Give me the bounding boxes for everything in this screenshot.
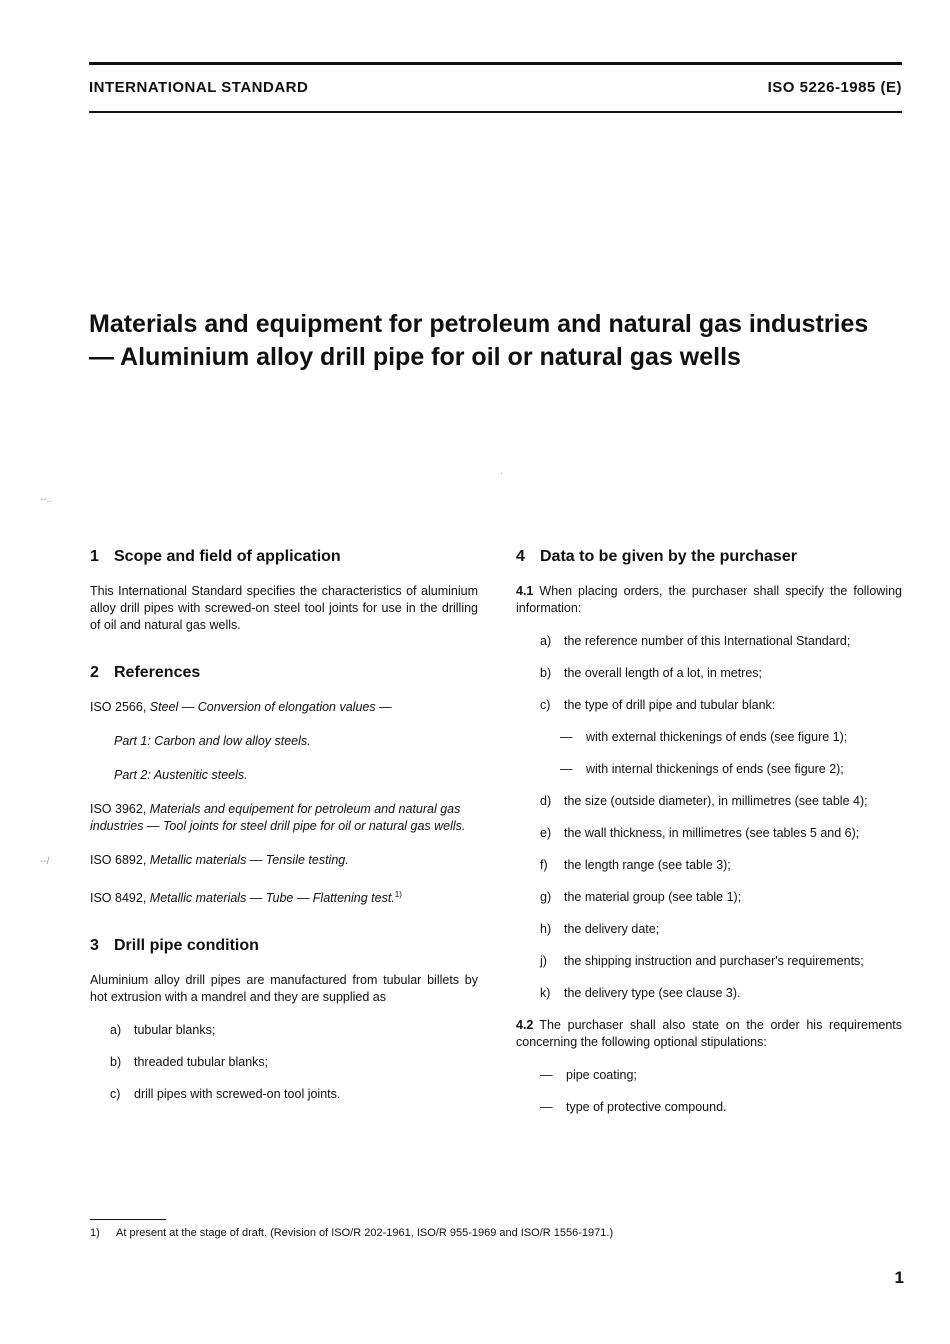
section-heading: 4 Data to be given by the purchaser <box>516 548 797 565</box>
paragraph: 4.2 The purchaser shall also state on the order his requirements concerning the following optional stipulations: <box>516 1018 902 1049</box>
dash-list <box>516 1067 902 1116</box>
list-item: e) the wall thickness, in millimetres (see tables 5 and 6); <box>540 826 860 840</box>
list-item: b) threaded tubular blanks; <box>110 1055 269 1070</box>
list <box>516 793 902 1002</box>
right-column <box>516 548 902 1131</box>
scan-mark: ‐‐.. <box>40 494 53 505</box>
paragraph: Aluminium alloy drill pipes are manufactured from tubular billets by hot extrusion with a mandrel and they are supplied as <box>90 973 478 1005</box>
footnote-ref[interactable]: 1) <box>394 890 402 899</box>
list-item: — with internal thickenings of ends (see figure 2); <box>560 762 844 776</box>
section-heading: 1 Scope and field of application <box>90 548 341 565</box>
list-item: — with external thickenings of ends (see figure 1); <box>560 730 848 744</box>
page-number: 1 <box>894 1268 904 1287</box>
document-title: Materials and equipment for petroleum and natural gas industries — Aluminium alloy drill pipe for oil or natural gas wells <box>89 310 869 371</box>
scan-mark: . <box>500 466 503 477</box>
list-item: k) the delivery type (see clause 3). <box>540 986 741 1000</box>
list-item: d) the size (outside diameter), in millimetres (see table 4); <box>540 794 868 808</box>
list <box>90 1022 478 1103</box>
list-item: j) the shipping instruction and purchaser's requirements; <box>540 954 864 968</box>
reference-item: ISO 8492, Metallic materials — Tube — Flattening test.$^{1)}$ <box>90 890 402 906</box>
reference-subitem: Part 2: Austenitic steels. <box>114 768 248 782</box>
header-top-rule <box>89 62 902 65</box>
list-item: h) the delivery date; <box>540 922 660 936</box>
paragraph: This International Standard specifies the characteristics of aluminium alloy drill pipes with screwed-on steel tool joints for use in the drilling of oil and natural gas wells. <box>90 584 478 632</box>
list-item: a) the reference number of this International Standard; <box>540 634 851 648</box>
reference-item: ISO 3962, Materials and equipement for petroleum and natural gas industries — Tool joints for steel drill pipe for oil or natural gas wells. <box>90 802 466 833</box>
reference-subitem: Part 1: Carbon and low alloy steels. <box>114 734 311 748</box>
document-number: ISO 5226-1985 (E) <box>767 79 902 96</box>
list-item: c) drill pipes with screwed-on tool joints. <box>110 1087 341 1102</box>
reference-item: ISO 2566, Steel — Conversion of elongation values — <box>90 700 392 714</box>
dash-list <box>516 729 902 778</box>
paragraph: 4.1 When placing orders, the purchaser shall specify the following information: <box>516 584 902 615</box>
header-bottom-rule <box>89 111 902 113</box>
list-item: g) the material group (see table 1); <box>540 890 742 904</box>
footnote: 1) At present at the stage of draft. (Revision of ISO/R 202-1961, ISO/R 955-1969 and ISO/R 1556-1971.) <box>90 1227 614 1239</box>
list-item: c) the type of drill pipe and tubular blank: <box>540 698 776 712</box>
list <box>516 633 902 714</box>
list-item: — pipe coating; <box>540 1068 637 1082</box>
list-item: f) the length range (see table 3); <box>540 858 731 872</box>
reference-item: ISO 6892, Metallic materials — Tensile testing. <box>90 853 349 867</box>
list-item: — type of protective compound. <box>540 1100 727 1114</box>
scan-mark: ‐‐/ <box>40 856 50 867</box>
section-heading: 3 Drill pipe condition <box>90 937 259 955</box>
footnote-rule <box>90 1219 166 1220</box>
list-item: b) the overall length of a lot, in metres; <box>540 666 763 680</box>
left-column <box>90 548 478 1118</box>
header-label: INTERNATIONAL STANDARD <box>89 79 309 96</box>
list-item: a) tubular blanks; <box>110 1023 216 1038</box>
section-heading: 2 References <box>90 664 201 681</box>
